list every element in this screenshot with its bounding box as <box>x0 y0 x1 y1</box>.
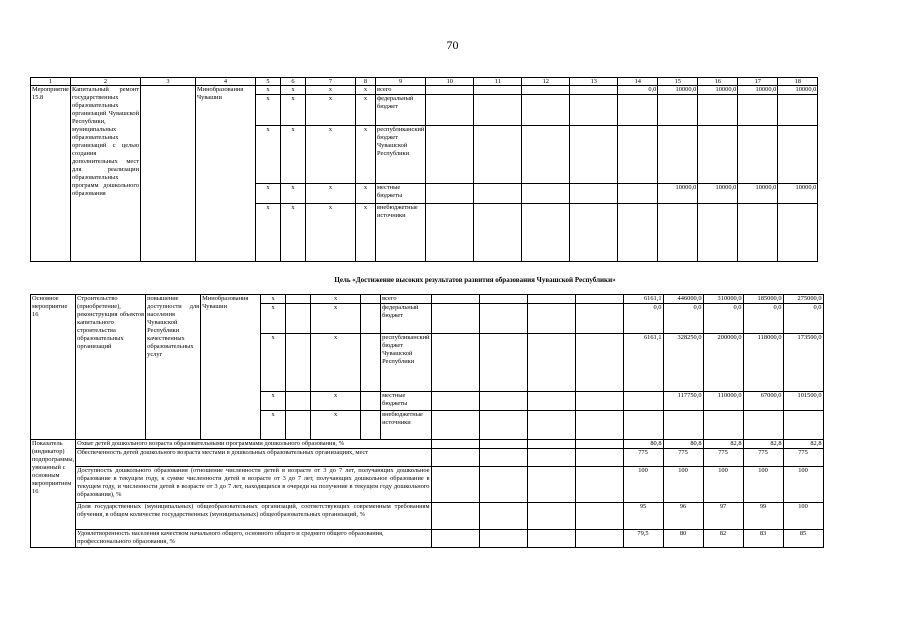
activity-name: Капитальный ремонт государственных образовательных организаций Чувашской Республики, муниципальных образовательных организаций с целью создания дополнительных мест для реализации образовательных программ дошкольного образования <box>71 86 141 262</box>
cell: x <box>356 95 376 126</box>
cell <box>618 204 658 262</box>
indicator-row <box>31 440 824 449</box>
cell: x <box>306 184 356 204</box>
activity-target <box>141 86 196 262</box>
cell: x <box>311 392 361 411</box>
cell <box>698 95 738 126</box>
page-number: 70 <box>446 38 459 52</box>
cell: 82,8 <box>703 440 743 449</box>
cell: x <box>261 334 286 392</box>
activity-label: Основное мероприятие 16 <box>31 295 76 440</box>
cell: x <box>356 184 376 204</box>
cell: x <box>281 126 306 184</box>
cell <box>618 184 658 204</box>
cell <box>286 304 311 334</box>
cell: 117750,0 <box>663 392 703 411</box>
cell: 67000,0 <box>743 392 783 411</box>
program-table-top <box>30 77 818 262</box>
indicator-text: Доля государственных (муниципальных) общеобразовательных организаций, соответствующих современным требованиям обучения, в общем количестве государственных (муниципальных) общеобразовательных организаций, % <box>76 503 431 530</box>
cell: 79,5 <box>623 530 663 548</box>
cell: x <box>306 86 356 95</box>
col-header: 14 <box>618 78 658 86</box>
cell: x <box>306 95 356 126</box>
cell: 118000,0 <box>743 334 783 392</box>
cell: x <box>281 86 306 95</box>
cell <box>658 126 698 184</box>
funding-source: внебюджетные источники <box>376 204 426 262</box>
cell: 80 <box>663 530 703 548</box>
cell: x <box>261 392 286 411</box>
cell: 775 <box>783 449 823 467</box>
cell: x <box>281 184 306 204</box>
cell <box>286 411 311 440</box>
cell: 85 <box>783 530 823 548</box>
cell: 95 <box>623 503 663 530</box>
funding-source: федеральный бюджет <box>381 304 431 334</box>
col-header: 8 <box>356 78 376 86</box>
cell: 775 <box>743 449 783 467</box>
cell: 80,8 <box>663 440 703 449</box>
cell: 83 <box>743 530 783 548</box>
col-header: 17 <box>738 78 778 86</box>
cell: 6161,1 <box>623 295 663 304</box>
cell: x <box>356 204 376 262</box>
cell: x <box>256 95 281 126</box>
indicator-text: Доступность дошкольного образования (отношение численности детей в возрасте от 3 до 7 лет, получающих дошкольное образование в текущем году, к сумме численности детей в возрасте от 3 до 7 лет, получающих дошкольное образование в текущем году, и численности детей в возрасте от 3 до 7 лет, находящихся в очереди на получение в текущем году дошкольного образования), % <box>76 467 431 503</box>
cell: 10000,0 <box>698 86 738 95</box>
cell: 775 <box>623 449 663 467</box>
col-header: 11 <box>474 78 522 86</box>
cell: 0,0 <box>783 304 823 334</box>
cell: x <box>261 304 286 334</box>
cell <box>698 126 738 184</box>
cell: x <box>311 304 361 334</box>
cell: 97 <box>703 503 743 530</box>
cell: 10000,0 <box>658 86 698 95</box>
cell: x <box>256 126 281 184</box>
cell: x <box>356 126 376 184</box>
cell: 82 <box>703 530 743 548</box>
col-header: 18 <box>778 78 818 86</box>
header-row <box>31 78 818 86</box>
indicator-text: Обеспеченность детей дошкольного возраста местами в дошкольных образовательных организациях, мест <box>76 449 431 467</box>
cell <box>778 126 818 184</box>
cell: 775 <box>663 449 703 467</box>
cell <box>738 126 778 184</box>
cell: 10000,0 <box>738 86 778 95</box>
cell <box>361 334 381 392</box>
cell <box>743 411 783 440</box>
activity-label: Мероприятие 15.8 <box>31 86 71 262</box>
cell <box>778 95 818 126</box>
indicator-text: Охват детей дошкольного возраста образовательными программами дошкольного образования, % <box>76 440 431 449</box>
funding-source: всего <box>381 295 431 304</box>
cell: 185000,0 <box>743 295 783 304</box>
cell: 110000,0 <box>703 392 743 411</box>
col-header: 10 <box>426 78 474 86</box>
funding-source: местные бюджеты <box>381 392 431 411</box>
cell: 82,8 <box>783 440 823 449</box>
cell: x <box>256 86 281 95</box>
cell <box>361 295 381 304</box>
cell: 0,0 <box>743 304 783 334</box>
funding-source: внебюджетные источники <box>381 411 431 440</box>
funding-source: республиканский бюджет Чувашской Республики <box>376 126 426 184</box>
cell: 10000,0 <box>698 184 738 204</box>
cell: 328250,0 <box>663 334 703 392</box>
activity-executor: Минобразования Чувашии <box>196 86 256 262</box>
indicator-label: Показатель (индикатор) подпрограммы, увязанный с основным мероприятием 16 <box>31 440 76 548</box>
col-header: 13 <box>570 78 618 86</box>
cell: 200000,0 <box>703 334 743 392</box>
cell: 100 <box>743 467 783 503</box>
cell <box>286 392 311 411</box>
cell <box>778 204 818 262</box>
cell: x <box>281 204 306 262</box>
indicator-row <box>31 467 824 503</box>
cell <box>658 95 698 126</box>
cell: 775 <box>703 449 743 467</box>
cell: 0,0 <box>663 304 703 334</box>
cell: 80,8 <box>623 440 663 449</box>
activity-executor: Минобразования Чувашии <box>201 295 261 440</box>
cell: x <box>311 411 361 440</box>
cell <box>698 204 738 262</box>
table-row <box>31 86 818 95</box>
cell: x <box>311 295 361 304</box>
indicator-text: Удовлетворенность населения качеством начального общего, основного общего и среднего общего образования, профессионального образования, % <box>76 530 431 548</box>
cell: 100 <box>623 467 663 503</box>
cell: 310000,0 <box>703 295 743 304</box>
cell <box>783 411 823 440</box>
indicator-row <box>31 449 824 467</box>
cell: 0,0 <box>703 304 743 334</box>
cell: x <box>306 204 356 262</box>
cell: 10000,0 <box>738 184 778 204</box>
cell: 82,8 <box>743 440 783 449</box>
activity-target: повышение доступности для населения Чувашской Республики качественных образовательных услуг <box>146 295 201 440</box>
table-row <box>31 295 824 304</box>
funding-source: всего <box>376 86 426 95</box>
cell <box>658 204 698 262</box>
col-header: 7 <box>306 78 356 86</box>
cell <box>286 295 311 304</box>
cell: 0,0 <box>623 304 663 334</box>
cell: x <box>311 334 361 392</box>
cell <box>738 204 778 262</box>
col-header: 1 <box>31 78 71 86</box>
goal-heading: Цель «Достижение высоких результатов развития образования Чувашской Республики» <box>334 276 616 284</box>
cell: 275000,0 <box>783 295 823 304</box>
cell: x <box>256 204 281 262</box>
col-header: 9 <box>376 78 426 86</box>
col-header: 4 <box>196 78 256 86</box>
cell: 100 <box>783 503 823 530</box>
cell: 10000,0 <box>658 184 698 204</box>
col-header: 15 <box>658 78 698 86</box>
cell <box>361 411 381 440</box>
cell: 99 <box>743 503 783 530</box>
cell: 100 <box>703 467 743 503</box>
cell: 10000,0 <box>778 86 818 95</box>
cell <box>618 95 658 126</box>
cell <box>738 95 778 126</box>
activity-name: Строительство (приобретение), реконструкция объектов капитального строительства образовательных организаций <box>76 295 146 440</box>
cell: 446000,0 <box>663 295 703 304</box>
program-table-bottom <box>30 294 824 548</box>
cell <box>623 411 663 440</box>
cell: x <box>261 411 286 440</box>
col-header: 2 <box>71 78 141 86</box>
cell <box>618 126 658 184</box>
cell: x <box>306 126 356 184</box>
col-header: 3 <box>141 78 196 86</box>
cell: 10000,0 <box>778 184 818 204</box>
indicator-row <box>31 503 824 530</box>
cell <box>623 392 663 411</box>
cell <box>361 392 381 411</box>
col-header: 5 <box>256 78 281 86</box>
cell: x <box>256 184 281 204</box>
cell <box>663 411 703 440</box>
funding-source: федеральный бюджет <box>376 95 426 126</box>
cell <box>361 304 381 334</box>
funding-source: местные бюджеты <box>376 184 426 204</box>
cell: 100 <box>663 467 703 503</box>
cell: x <box>356 86 376 95</box>
cell: 96 <box>663 503 703 530</box>
col-header: 12 <box>522 78 570 86</box>
cell: x <box>261 295 286 304</box>
cell: 6161,1 <box>623 334 663 392</box>
funding-source: республиканский бюджет Чувашской Республики <box>381 334 431 392</box>
cell: 173500,0 <box>783 334 823 392</box>
indicator-row <box>31 530 824 548</box>
cell <box>286 334 311 392</box>
col-header: 6 <box>281 78 306 86</box>
cell: x <box>281 95 306 126</box>
cell: 101500,0 <box>783 392 823 411</box>
cell: 0,0 <box>618 86 658 95</box>
cell: 100 <box>783 467 823 503</box>
col-header: 16 <box>698 78 738 86</box>
cell <box>703 411 743 440</box>
